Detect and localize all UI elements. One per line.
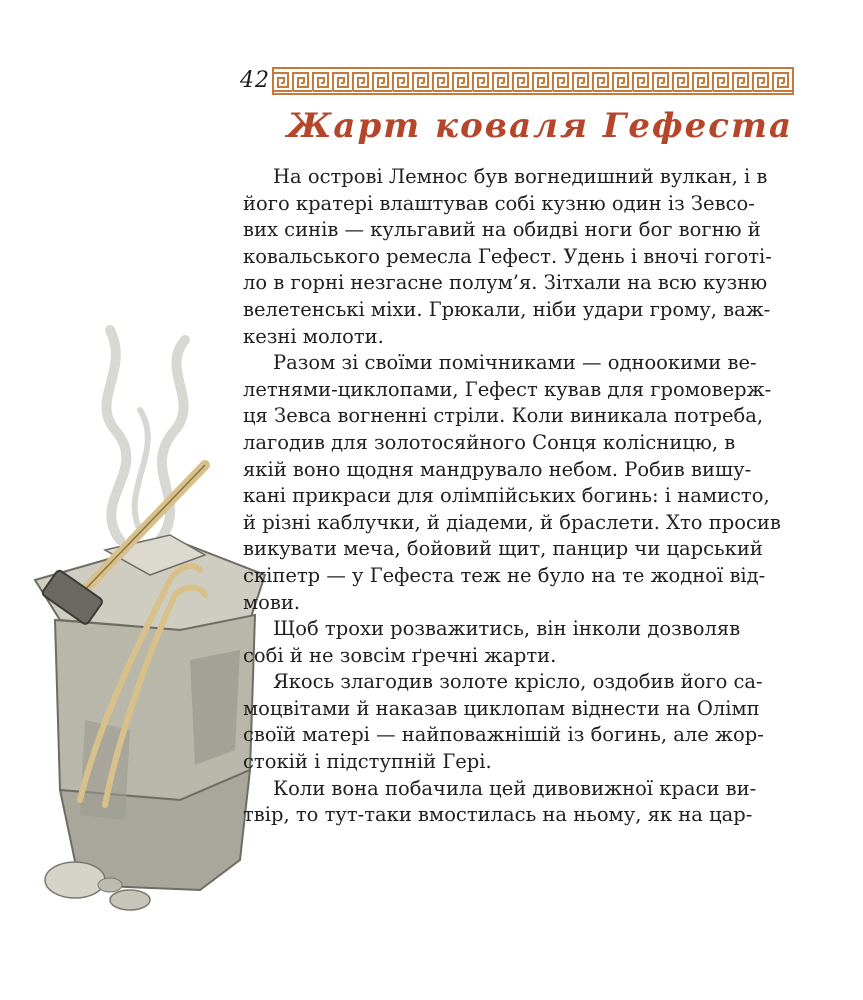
text-line: кезні молоти. xyxy=(243,324,384,348)
text-line: кані прикраси для олімпійських богинь: і намисто, xyxy=(243,484,770,508)
text-line: ло в горні незгасне полум’я. Зітхали на всю кузню xyxy=(243,271,768,295)
text-line: скіпетр — у Гефеста теж не було на те жодної від- xyxy=(243,563,766,587)
text-line: На острові Лемнос був вогнедишний вулкан, і в xyxy=(273,165,768,188)
paragraph-3 xyxy=(243,616,793,669)
story-text xyxy=(243,164,793,829)
text-line: його кратері влаштував собі кузню один із Зевсо- xyxy=(243,191,755,215)
text-line: ця Зевса вогненні стріли. Коли виникала потреба, xyxy=(243,404,764,428)
text-line: вих синів — кульгавий на обидві ноги бог вогню й xyxy=(243,218,761,242)
greek-meander-border xyxy=(272,67,794,95)
smoke-icon xyxy=(106,330,185,540)
text-line: моцвітами й наказав циклопам віднести на Олімп xyxy=(243,696,760,720)
text-line: Разом зі своїми помічниками — одноокими ве- xyxy=(273,351,757,375)
text-line: якій воно щодня мандрувало небом. Робив вишу- xyxy=(243,457,752,481)
text-line: велетенські міхи. Грюкали, ніби удари грому, важ- xyxy=(243,297,771,321)
text-line: твір, то тут-таки вмостилась на ньому, як на цар- xyxy=(243,803,753,827)
text-line: своїй матері — найповажнішій із богинь, але жор- xyxy=(243,723,764,747)
text-line: Щоб трохи розважитись, він інколи дозволяв xyxy=(273,617,741,641)
text-line: лагодив для золотосяйного Сонця колісницю, в xyxy=(243,430,736,454)
paragraph-1 xyxy=(243,164,793,350)
text-line: викувати меча, бойовий щит, панцир чи царський xyxy=(243,537,763,561)
paragraph-2 xyxy=(243,350,793,616)
text-line: собі й не зовсім ґречні жарти. xyxy=(243,643,557,667)
page-title: Жарт коваля Гефеста xyxy=(286,106,793,146)
page-number: 42 xyxy=(240,68,270,93)
paragraph-4 xyxy=(243,669,793,775)
text-line: Коли вона побачила цей дивовижної краси ви- xyxy=(273,776,757,800)
text-line: летнями-циклопами, Гефест кував для громоверж- xyxy=(243,377,772,401)
paragraph-5 xyxy=(243,776,793,829)
text-line: ковальського ремесла Гефест. Удень і вночі гоготі- xyxy=(243,244,772,268)
text-line: й різні каблучки, й діадеми, й браслети. Хто просив xyxy=(243,510,781,534)
text-line: стокій і підступній Гері. xyxy=(243,750,492,774)
text-line: мови. xyxy=(243,590,301,614)
text-line: Якось злагодив золоте крісло, оздобив його са- xyxy=(273,670,763,694)
